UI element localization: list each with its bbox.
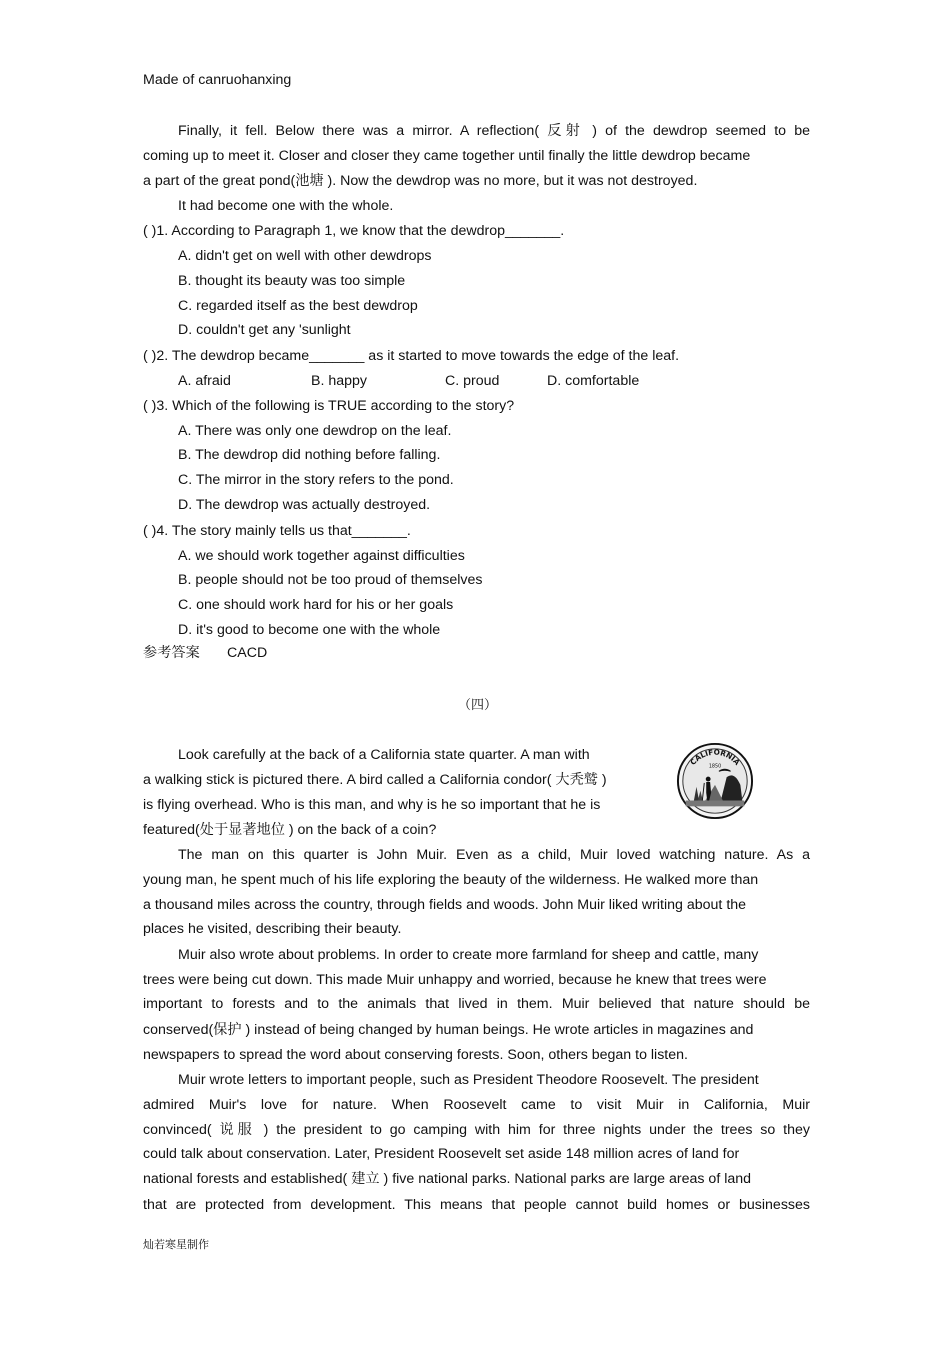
page-header: Made of canruohanxing [143,72,292,88]
passage-line-5: The man on this quarter is John Muir. Even as a child, Muir loved watching nature. As a [178,847,810,863]
coin-year: 1850 [708,763,722,770]
question-4-stem: ( )4. The story mainly tells us that_______. [143,523,411,539]
section-title: （四） [458,698,498,713]
passage-line-19: that are protected from development. This means that people cannot build homes or businesses [143,1197,810,1213]
question-3-option-c: C. The mirror in the story refers to the pond. [178,472,454,488]
passage-line-9: Muir also wrote about problems. In order to create more farmland for sheep and cattle, many [178,947,759,963]
question-4-option-c: C. one should work hard for his or her goals [178,597,454,613]
passage-line-11: important to forests and to the animals that lived in them. Muir believed that nature should be [143,996,810,1012]
passage-line-14: Muir wrote letters to important people, such as President Theodore Roosevelt. The president [178,1072,759,1088]
passage-line-2: a walking stick is pictured there. A bird called a California condor( 大秃鹫 ) [143,772,607,788]
passage-line-8: places he visited, describing their beauty. [143,921,402,937]
passage-line-4: featured(处于显著地位 ) on the back of a coin? [143,822,437,838]
question-1-option-d: D. couldn't get any 'sunlight [178,322,351,338]
question-3-option-b: B. The dewdrop did nothing before falling. [178,447,441,463]
question-3-option-d: D. The dewdrop was actually destroyed. [178,497,431,513]
question-1-option-a: A. didn't get on well with other dewdrops [178,248,432,264]
question-3-option-a: A. There was only one dewdrop on the leaf. [178,423,452,439]
passage-line-10: trees were being cut down. This made Muir unhappy and worried, because he knew that trees were [143,972,767,988]
story-line-2: coming up to meet it. Closer and closer they came together until finally the little dewdrop became [143,148,751,164]
question-1-option-c: C. regarded itself as the best dewdrop [178,298,418,314]
question-2-option-c: C. proud [445,373,500,389]
passage-line-3: is flying overhead. Who is this man, and why is he so important that he is [143,797,601,813]
question-2-option-a: A. afraid [178,373,231,389]
question-1-stem: ( )1. According to Paragraph 1, we know that the dewdrop_______. [143,223,565,239]
question-2-option-b: B. happy [311,373,368,389]
question-3-stem: ( )3. Which of the following is TRUE according to the story? [143,398,515,414]
passage-line-12: conserved(保护 ) instead of being changed by human beings. He wrote articles in magazines and [143,1022,754,1038]
passage-line-16: convinced( 说服 ) the president to go camping with him for three nights under the trees so they [143,1122,810,1138]
page-footer: 灿若寒星制作 [143,1238,209,1251]
question-2-stem: ( )2. The dewdrop became_______ as it started to move towards the edge of the leaf. [143,348,680,364]
story-line-4: It had become one with the whole. [178,198,394,214]
passage-line-6: young man, he spent much of his life exploring the beauty of the wilderness. He walked more than [143,872,759,888]
question-2-option-d: D. comfortable [547,373,640,389]
story-line-3: a part of the great pond(池塘 ). Now the dewdrop was no more, but it was not destroyed. [143,173,698,189]
passage-line-1: Look carefully at the back of a California state quarter. A man with [178,747,590,763]
california-quarter-image [676,742,754,820]
answer-key-value: CACD [227,645,268,661]
passage-line-18: national forests and established( 建立 ) five national parks. National parks are large areas of land [143,1171,752,1187]
question-1-option-b: B. thought its beauty was too simple [178,273,406,289]
answer-key-label: 参考答案 [143,645,200,661]
question-4-option-b: B. people should not be too proud of themselves [178,572,483,588]
passage-line-17: could talk about conservation. Later, President Roosevelt set aside 148 million acres of land for [143,1146,740,1162]
passage-line-7: a thousand miles across the country, through fields and woods. John Muir liked writing about the [143,897,747,913]
passage-line-13: newspapers to spread the word about conserving forests. Soon, others began to listen. [143,1047,688,1063]
coin-top-text: CALIFORNIA [688,747,742,767]
question-4-option-d: D. it's good to become one with the whole [178,622,441,638]
passage-line-15: admired Muir's love for nature. When Roosevelt came to visit Muir in California, Muir [143,1097,810,1113]
question-4-option-a: A. we should work together against difficulties [178,548,465,564]
story-line-1: Finally, it fell. Below there was a mirror. A reflection( 反射 ) of the dewdrop seemed to be [178,123,810,139]
